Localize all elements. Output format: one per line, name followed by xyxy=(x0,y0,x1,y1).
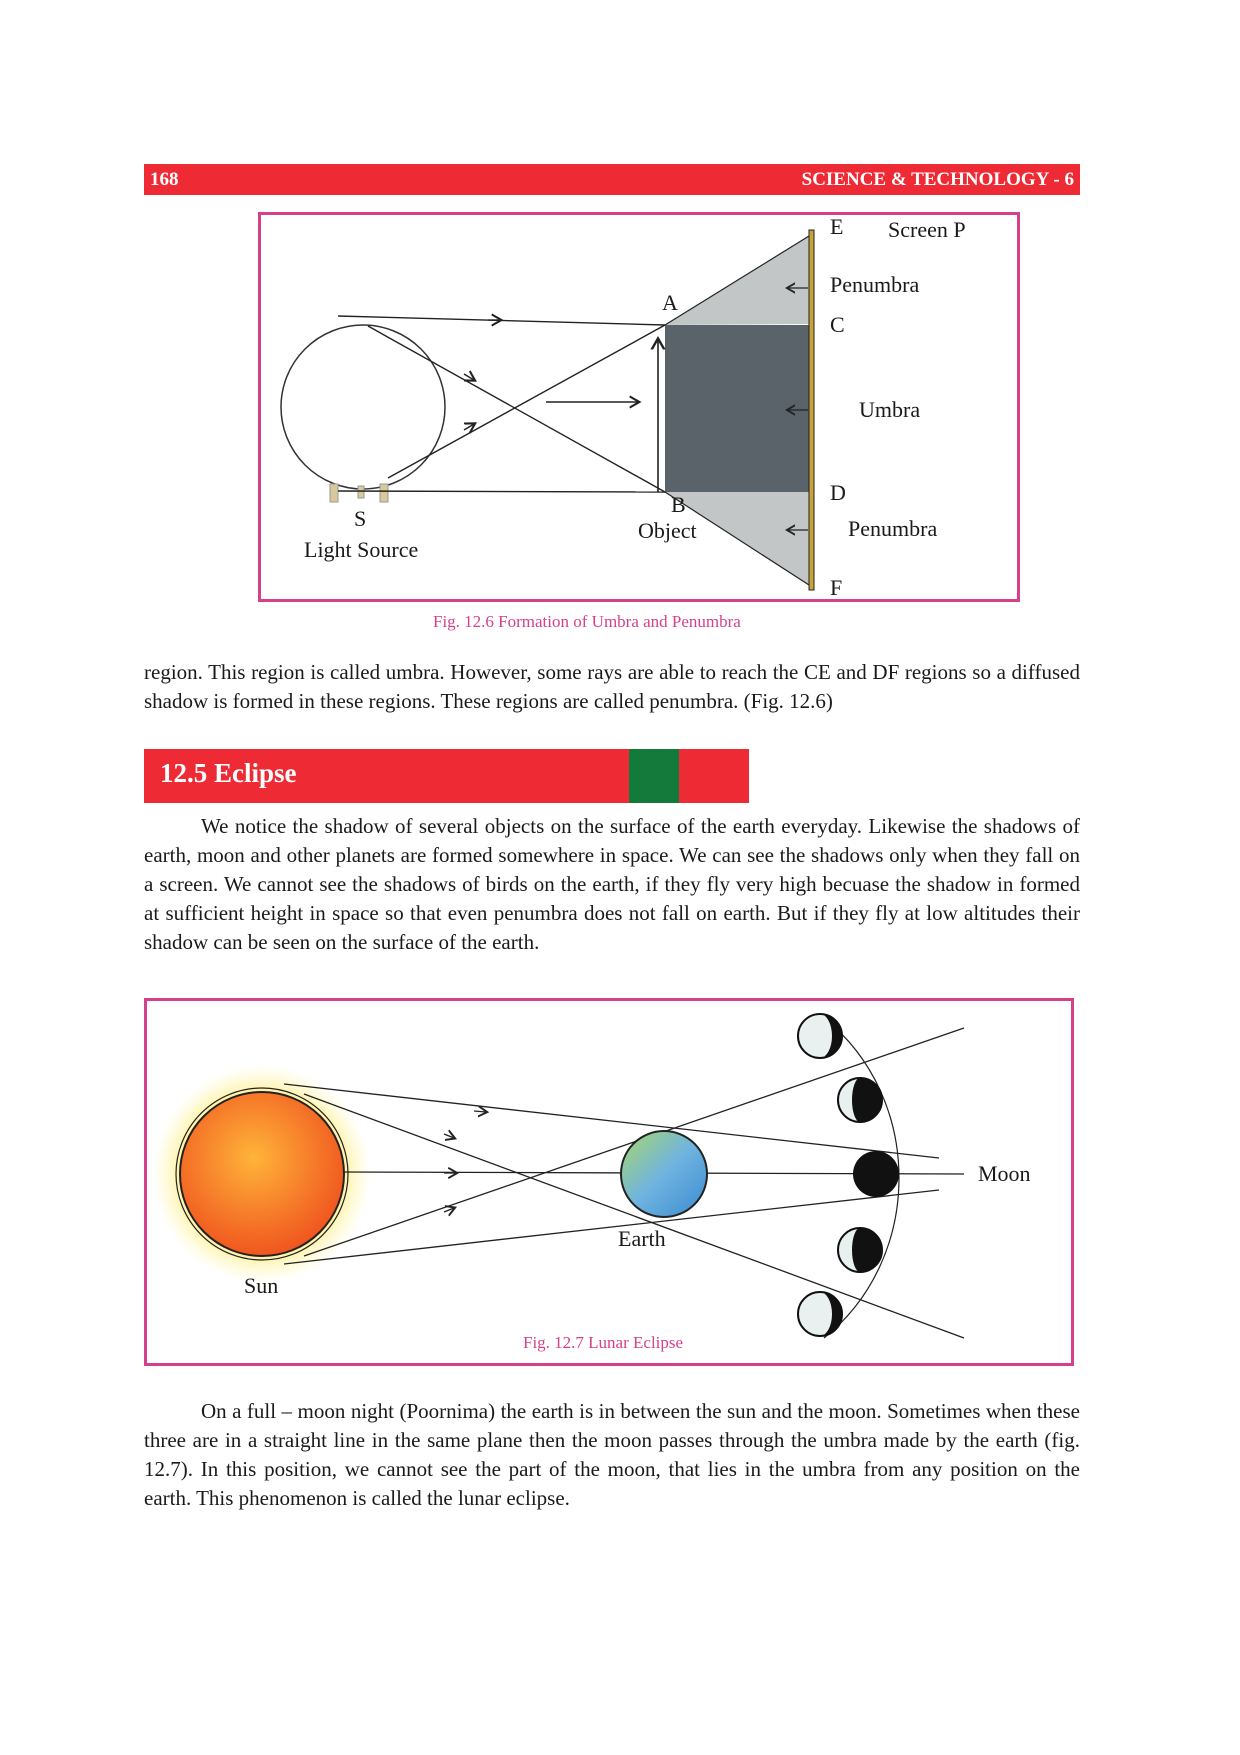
label-moon: Moon xyxy=(978,1161,1031,1186)
sun xyxy=(180,1092,344,1256)
figure-lunar-eclipse xyxy=(144,998,1074,1366)
paragraph-lunar-eclipse xyxy=(144,1397,1080,1513)
light-source-circle xyxy=(281,325,445,489)
light-stand-leg xyxy=(330,484,338,502)
section-title: 12.5 Eclipse xyxy=(160,758,297,788)
figure-umbra-penumbra xyxy=(258,212,1020,602)
moon-phase-1 xyxy=(798,1014,842,1058)
ray xyxy=(304,1094,964,1338)
ray-arrow xyxy=(464,374,474,380)
earth xyxy=(621,1131,707,1217)
moon-phase-4 xyxy=(838,1228,882,1272)
paragraph-text: On a full – moon night (Poornima) the earth is in between the sun and the moon. Sometimes when these three are in a straight line in the same plane then the moon passes through the umbra made by the earth (fig. 12.7). In this position, we cannot see the part of the moon, that lies in the umbra from any position on the earth. This phenomenon is called the lunar eclipse. xyxy=(144,1399,1080,1510)
ray-arrow xyxy=(444,1208,454,1212)
label-umbra: Umbra xyxy=(859,397,921,422)
label-penumbra-top: Penumbra xyxy=(830,272,920,297)
ray-top-straight xyxy=(338,316,665,325)
figure2-caption: Fig. 12.7 Lunar Eclipse xyxy=(523,1333,684,1352)
figure1-caption: Fig. 12.6 Formation of Umbra and Penumbra xyxy=(433,612,741,631)
ray-arrow xyxy=(444,1134,454,1138)
label-earth: Earth xyxy=(618,1226,666,1251)
label-sun: Sun xyxy=(244,1273,279,1298)
figure-umbra-diagram xyxy=(258,212,1020,602)
label-object: Object xyxy=(638,518,697,543)
moon-eclipsed xyxy=(853,1151,899,1197)
label-b: B xyxy=(671,492,686,517)
label-light-source: Light Source xyxy=(304,537,419,562)
label-s: S xyxy=(354,506,367,531)
book-title: SCIENCE & TECHNOLOGY - 6 xyxy=(801,169,1074,190)
moon-phase-5 xyxy=(798,1292,842,1336)
paragraph-text: We notice the shadow of several objects on the surface of the earth everyday. Likewise the shadows of earth, moon and other planets are formed somewhere in space. We can see the shadows only when they fall on a screen. We cannot see the shadows of birds on the earth, if they fly very high becuase the shadow in formed at sufficient height in space so that even penumbra does not fall on earth. But if they fly at low altitudes their shadow can be seen on the surface of the earth. xyxy=(144,814,1080,954)
label-a: A xyxy=(662,290,678,315)
page-number: 168 xyxy=(150,169,179,190)
light-stand-leg xyxy=(380,484,388,502)
light-stand-leg xyxy=(358,486,364,498)
label-penumbra-bottom: Penumbra xyxy=(848,516,938,541)
section-heading xyxy=(144,749,749,803)
section-accent xyxy=(629,749,679,803)
page-header xyxy=(144,164,1080,195)
label-d: D xyxy=(830,480,846,505)
label-f: F xyxy=(830,575,843,600)
label-screen: Screen P xyxy=(888,217,966,242)
ray-arrow xyxy=(474,1111,486,1112)
paragraph-text: region. This region is called umbra. However, some rays are able to reach the CE and DF regions so a diffused shadow is formed in these regions. These regions are called penumbra. (Fig. 12.6) xyxy=(144,660,1080,713)
label-c: C xyxy=(830,312,845,337)
umbra-region xyxy=(665,325,809,492)
label-e: E xyxy=(830,214,844,239)
moon-phase-2 xyxy=(838,1078,882,1122)
ray-arrow xyxy=(464,424,474,430)
screen-p xyxy=(809,230,814,590)
figure-eclipse-diagram xyxy=(144,998,1074,1366)
paragraph-umbra xyxy=(144,658,1080,716)
paragraph-eclipse xyxy=(144,812,1080,957)
